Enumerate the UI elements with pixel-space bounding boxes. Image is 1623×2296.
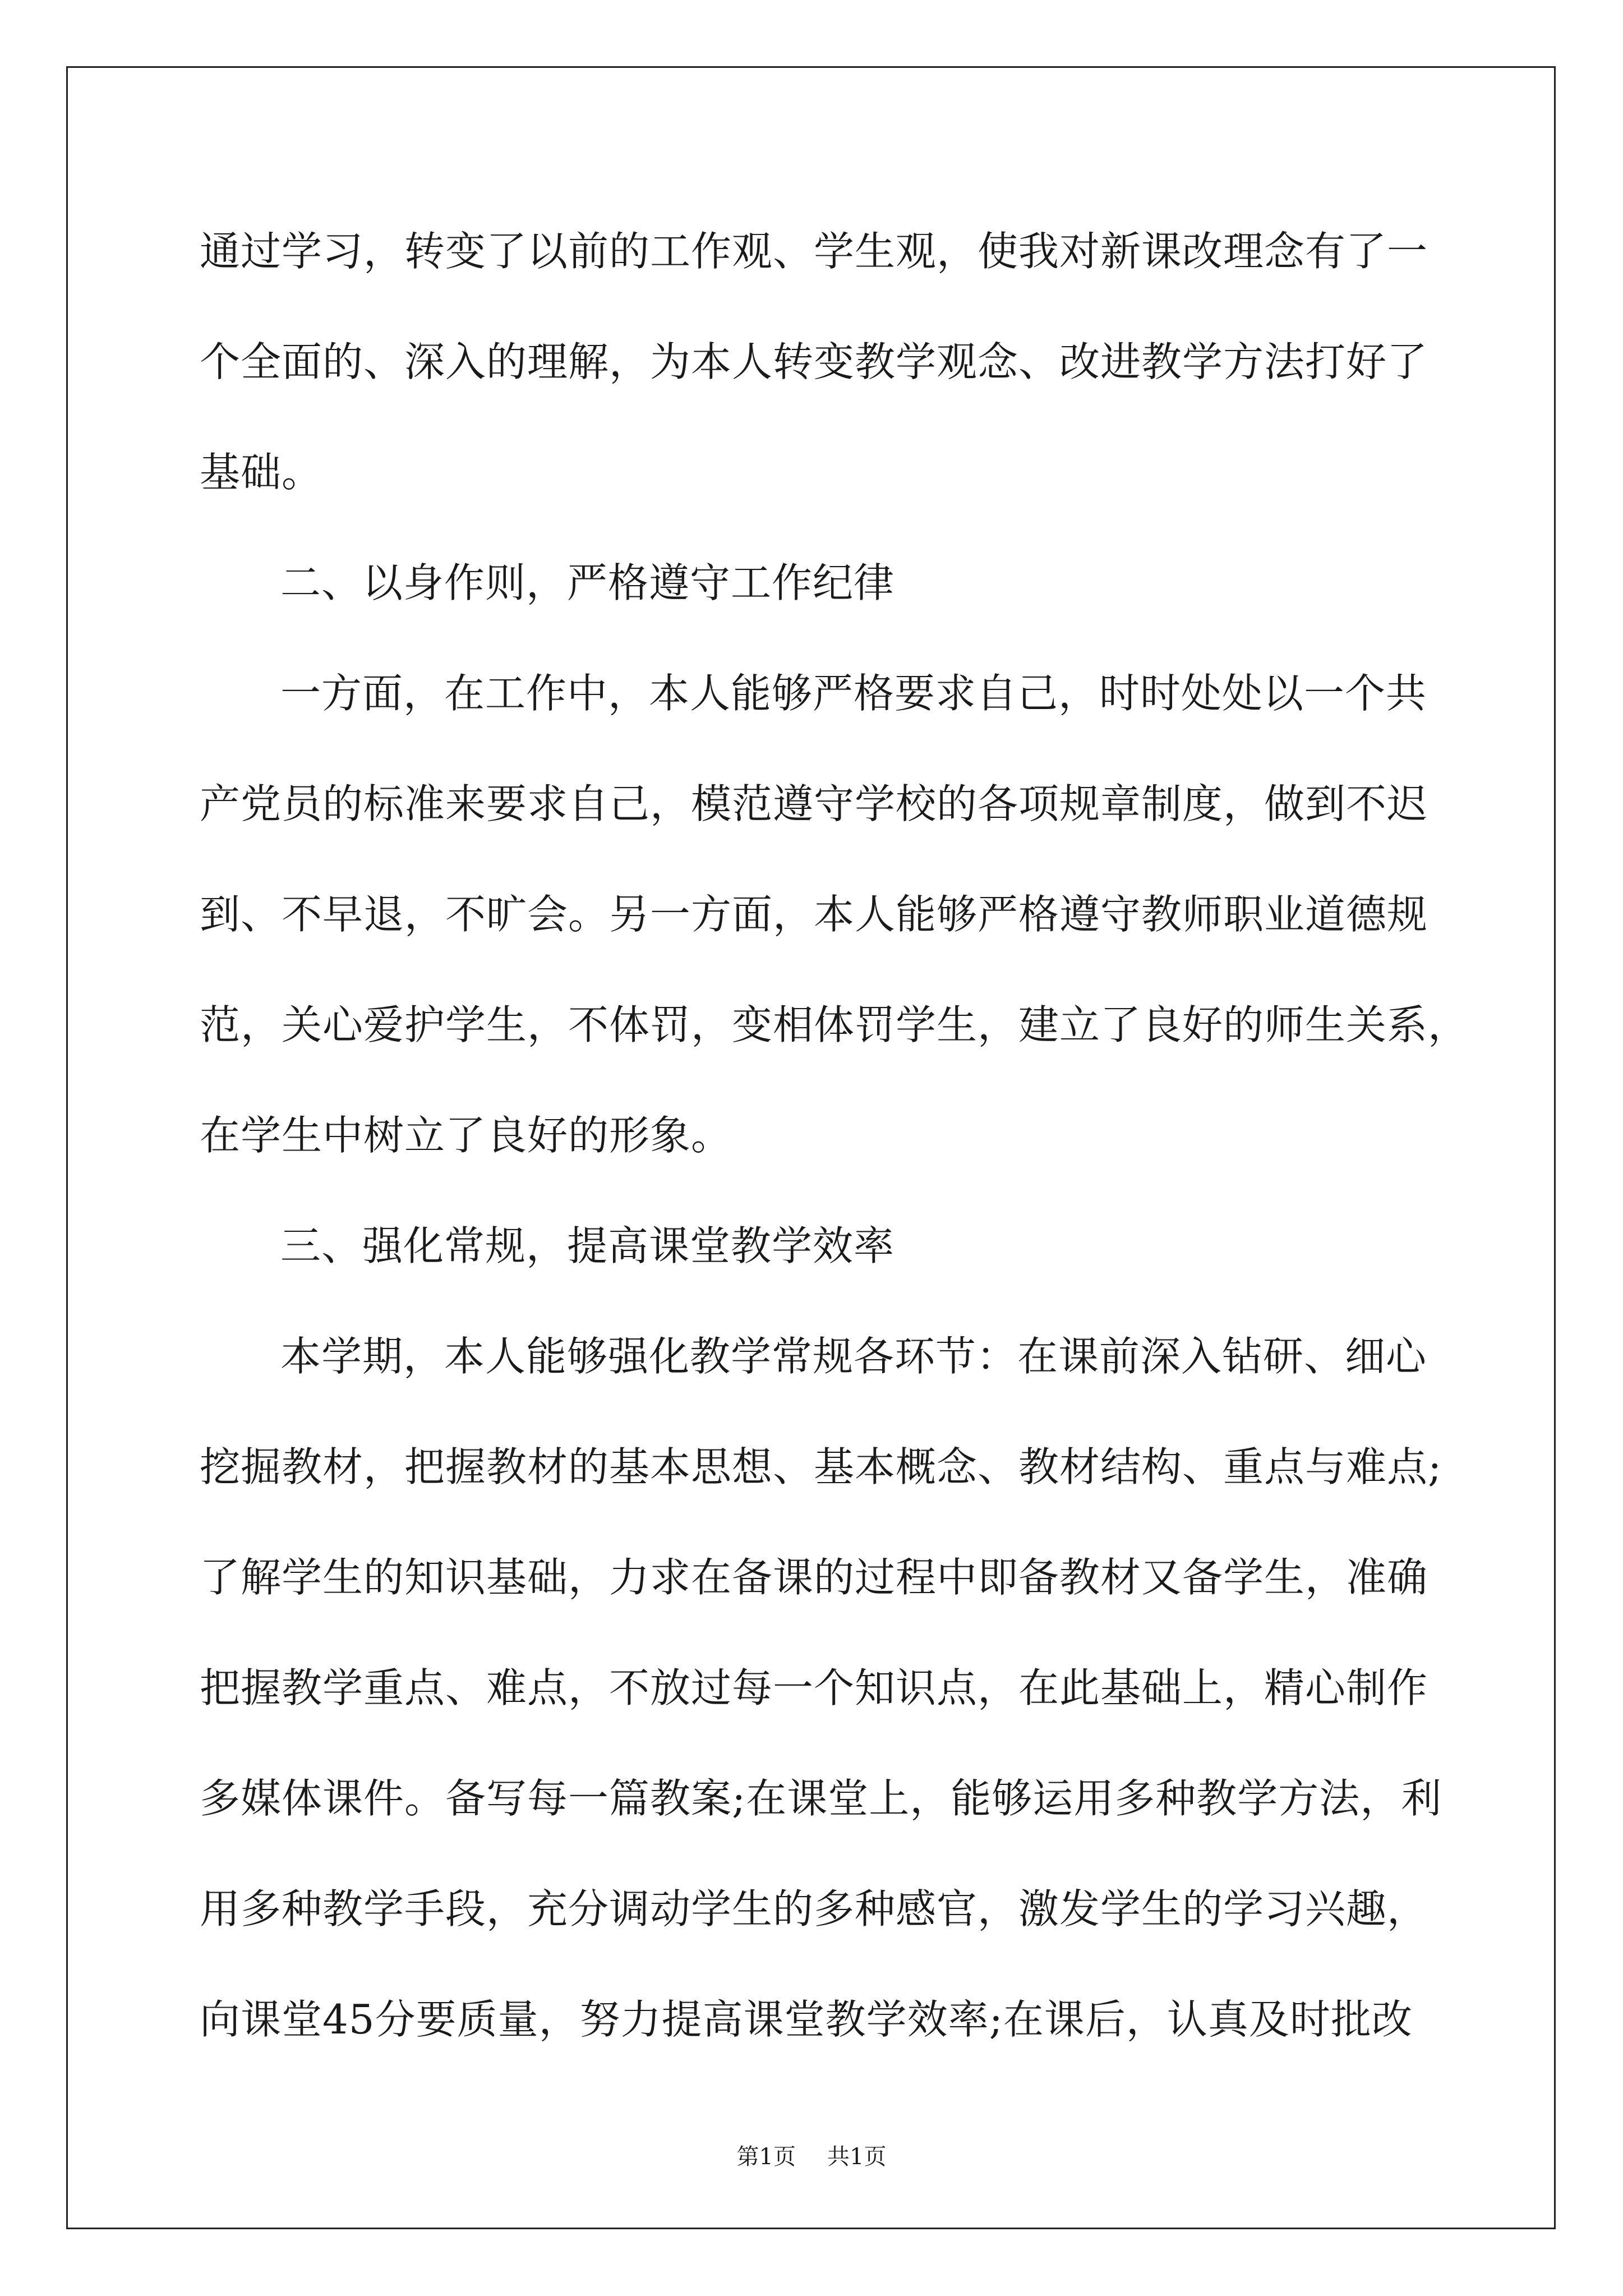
text-line: 了解学生的知识基础，力求在备课的过程中即备教材又备学生，准确 (200, 1554, 1428, 1601)
text-line: 向课堂45分要质量，努力提高课堂教学效率;在课后，认真及时批改 (200, 1996, 1413, 2043)
text-line: 三、强化常规，提高课堂教学效率 (280, 1222, 895, 1269)
document-body (200, 212, 1485, 2091)
text-line: 产党员的标准来要求自己，模范遵守学校的各项规章制度，做到不迟 (200, 780, 1428, 827)
text-line: 范，关心爱护学生，不体罚，变相体罚学生，建立了良好的师生关系， (200, 1001, 1469, 1048)
text-line: 把握教学重点、难点，不放过每一个知识点，在此基础上，精心制作 (200, 1664, 1428, 1711)
text-line: 通过学习，转变了以前的工作观、学生观，使我对新课改理念有了一 (200, 228, 1428, 275)
page-footer (0, 2143, 1623, 2171)
text-line: 到、不早退，不旷会。另一方面，本人能够严格遵守教师职业道德规 (200, 891, 1428, 938)
text-line: 二、以身作则，严格遵守工作纪律 (280, 559, 895, 606)
page-number-current: 第1页 (736, 2144, 796, 2170)
page-number-total: 共1页 (827, 2144, 887, 2170)
text-line: 基础。 (200, 449, 323, 496)
text-line: 本学期，本人能够强化教学常规各环节：在课前深入钻研、细心 (280, 1333, 1427, 1380)
text-line: 挖掘教材，把握教材的基本思想、基本概念、教材结构、重点与难点; (200, 1443, 1442, 1490)
text-line: 用多种教学手段，充分调动学生的多种感官，激发学生的学习兴趣， (200, 1885, 1428, 1932)
text-line: 个全面的、深入的理解，为本人转变教学观念、改进教学方法打好了 (200, 338, 1428, 385)
text-line: 多媒体课件。备写每一篇教案;在课堂上，能够运用多种教学方法，利 (200, 1775, 1442, 1822)
text-line: 一方面，在工作中，本人能够严格要求自己，时时处处以一个共 (280, 670, 1427, 717)
text-line: 在学生中树立了良好的形象。 (200, 1112, 732, 1159)
